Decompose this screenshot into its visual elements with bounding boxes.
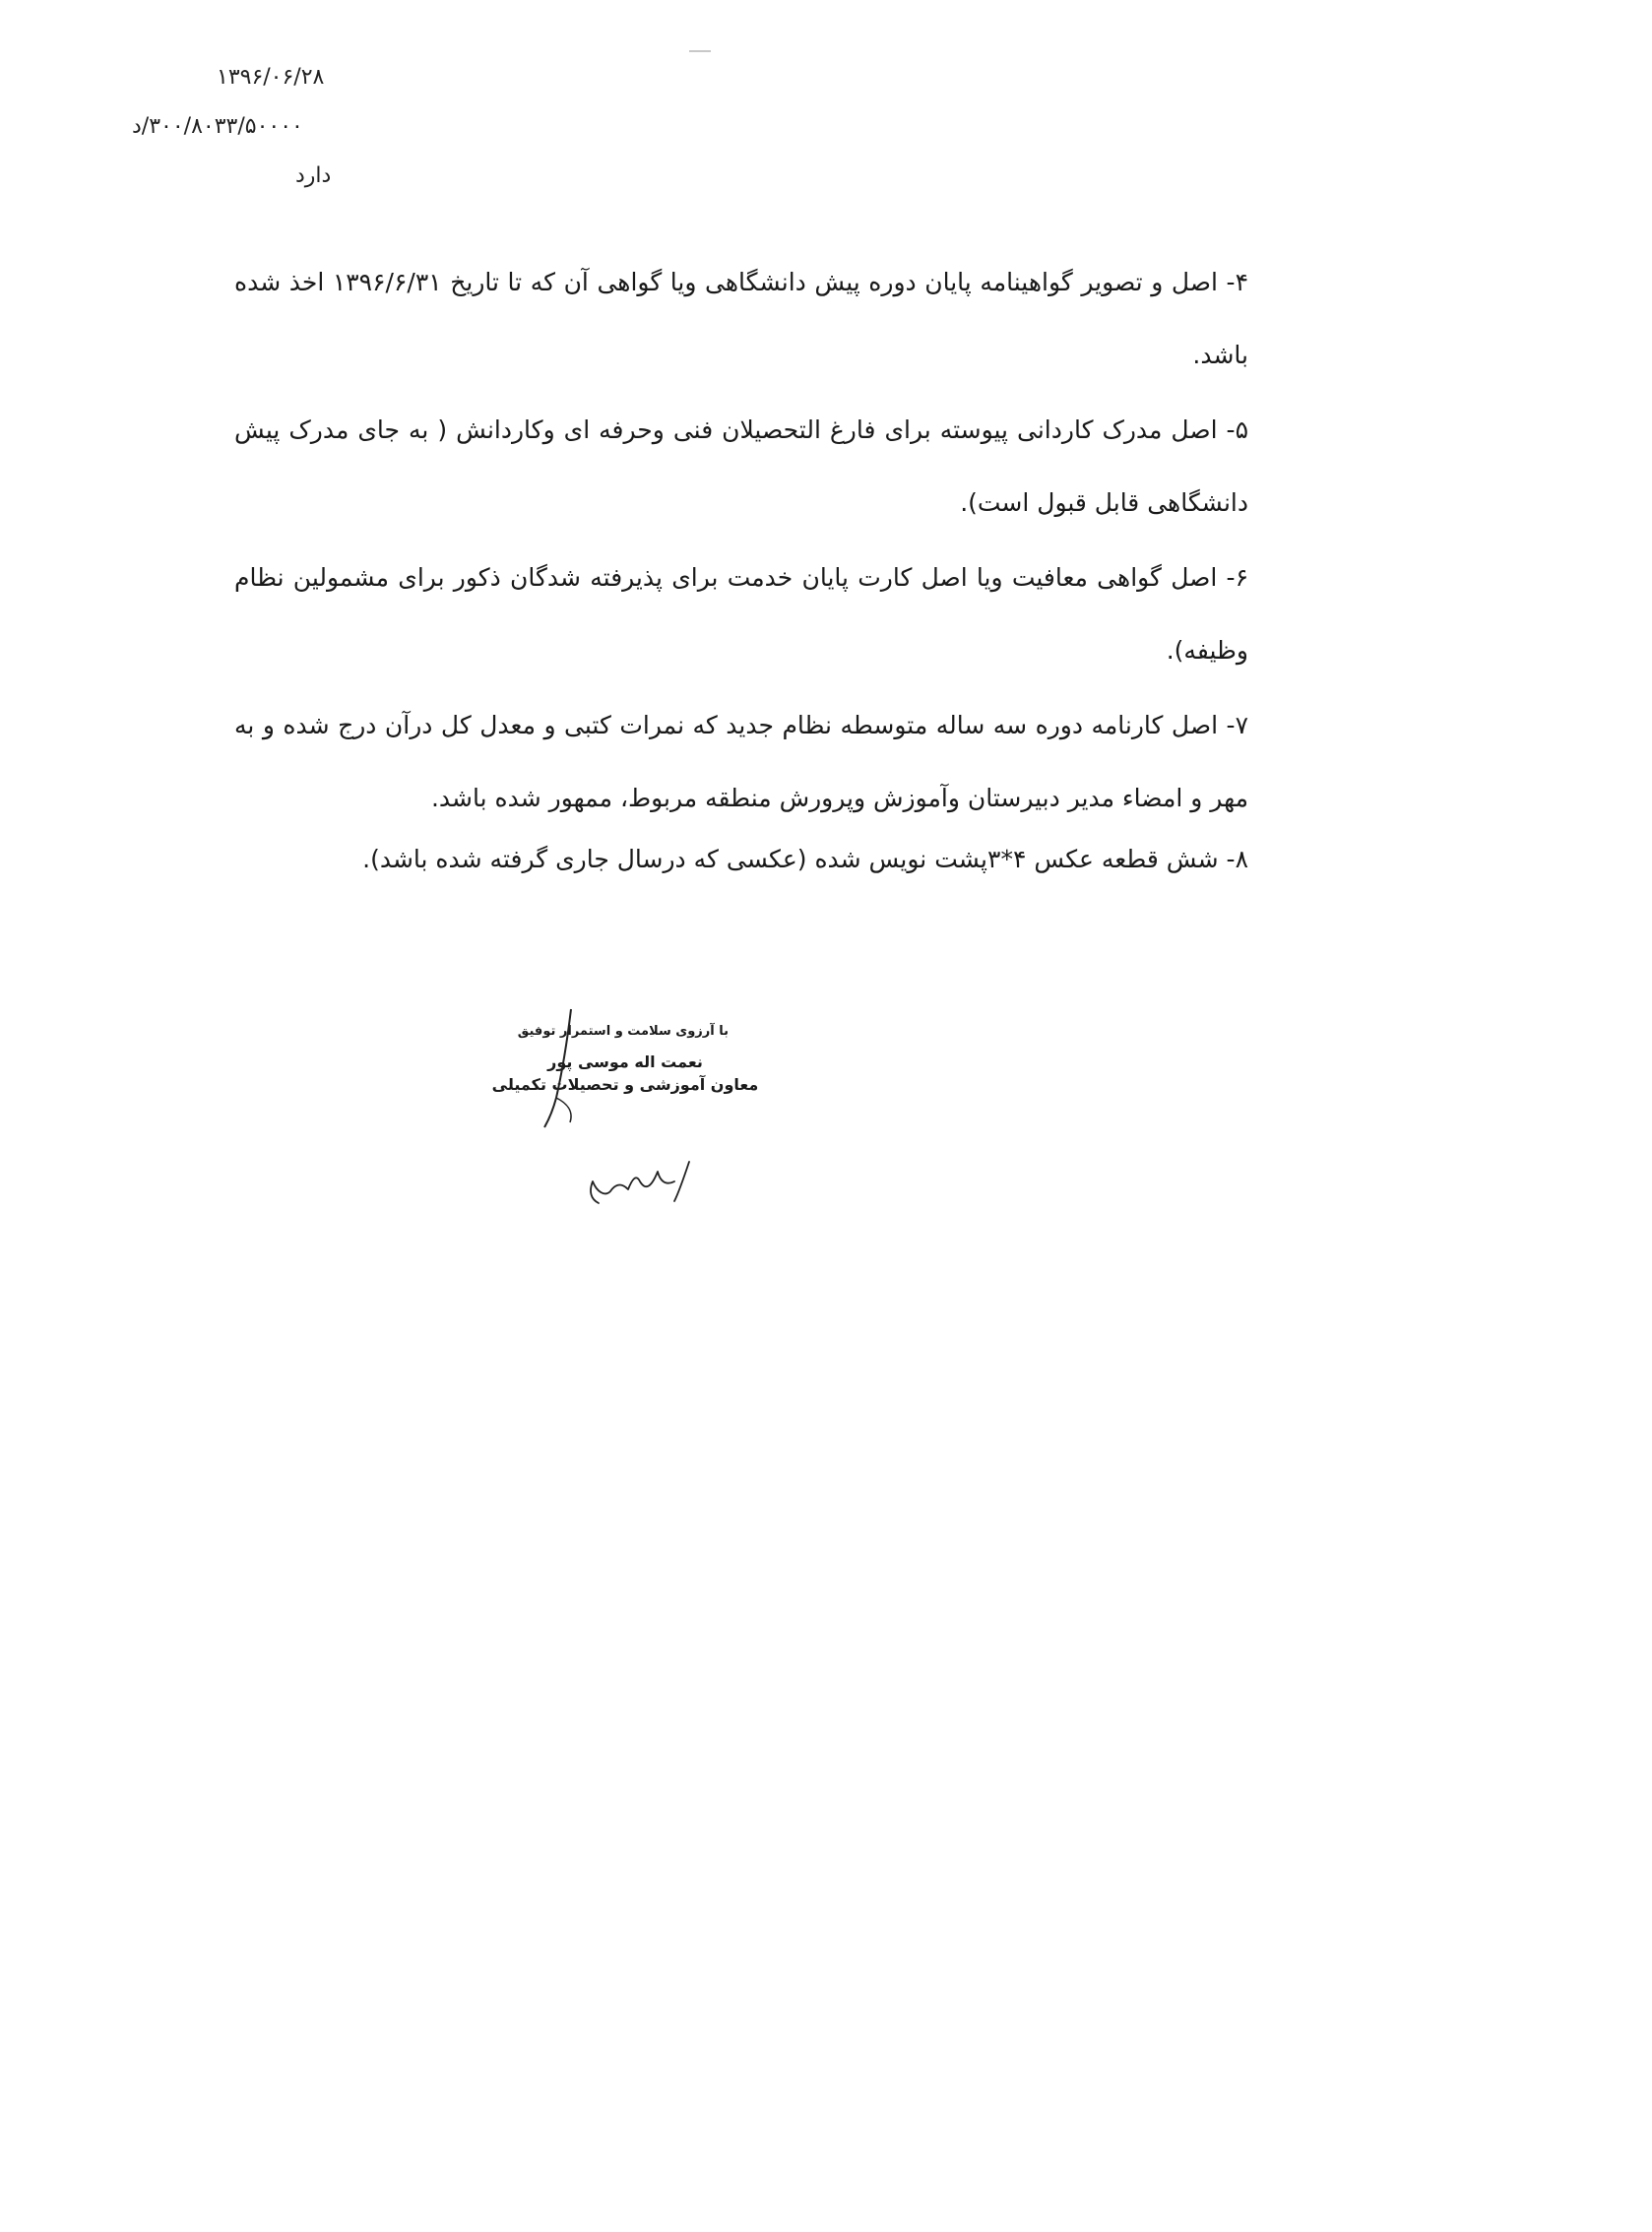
requirement-item-8: ۸- شش قطعه عکس ۴*۳پشت نویس شده (عکسی که درسال جاری گرفته شده باشد). bbox=[362, 845, 1248, 873]
signatory-name: نعمت اله موسی پور bbox=[547, 1052, 703, 1071]
letter-number: ۳۰۰/۸۰۳۳/۵۰۰۰۰/د bbox=[132, 114, 303, 139]
requirement-item-7: ۷- اصل کارنامه دوره سه ساله متوسطه نظام جدید که نمرات کتبی و معدل کل درآن درج شده و به مهر و امضاء مدیر دبیرستان وآموزش وپرورش منطقه مربوط، ممهور شده باشد. bbox=[234, 711, 1248, 812]
requirement-item-5: ۵- اصل مدرک کاردانی پیوسته برای فارغ التحصیلان فنی وحرفه ای وکاردانش ( به جای مدرک پیش دانشگاهی قابل قبول است). bbox=[234, 415, 1248, 517]
requirement-item-6: ۶- اصل گواهی معافیت ویا اصل کارت پایان خدمت برای پذیرفته شدگان ذکور برای مشمولین نظام وظیفه). bbox=[234, 563, 1248, 665]
letter-date: ۱۳۹۶/۰۶/۲۸ bbox=[217, 65, 325, 90]
requirement-item-4: ۴- اصل و تصویر گواهینامه پایان دوره پیش دانشگاهی ویا گواهی آن که تا تاریخ ۱۳۹۶/۶/۳۱ اخذ شده باشد. bbox=[234, 268, 1248, 369]
signature-stroke-icon bbox=[527, 1004, 605, 1152]
attachment-status: دارد bbox=[295, 163, 332, 188]
signature-block bbox=[482, 1024, 768, 1094]
signatory-title: معاون آموزشی و تحصیلات تکمیلی bbox=[491, 1075, 759, 1094]
signature-greeting: با آرزوی سلامت و استمرار توفیق bbox=[517, 1024, 729, 1039]
scan-mark bbox=[689, 50, 711, 52]
handwritten-initials-icon bbox=[581, 1152, 699, 1211]
